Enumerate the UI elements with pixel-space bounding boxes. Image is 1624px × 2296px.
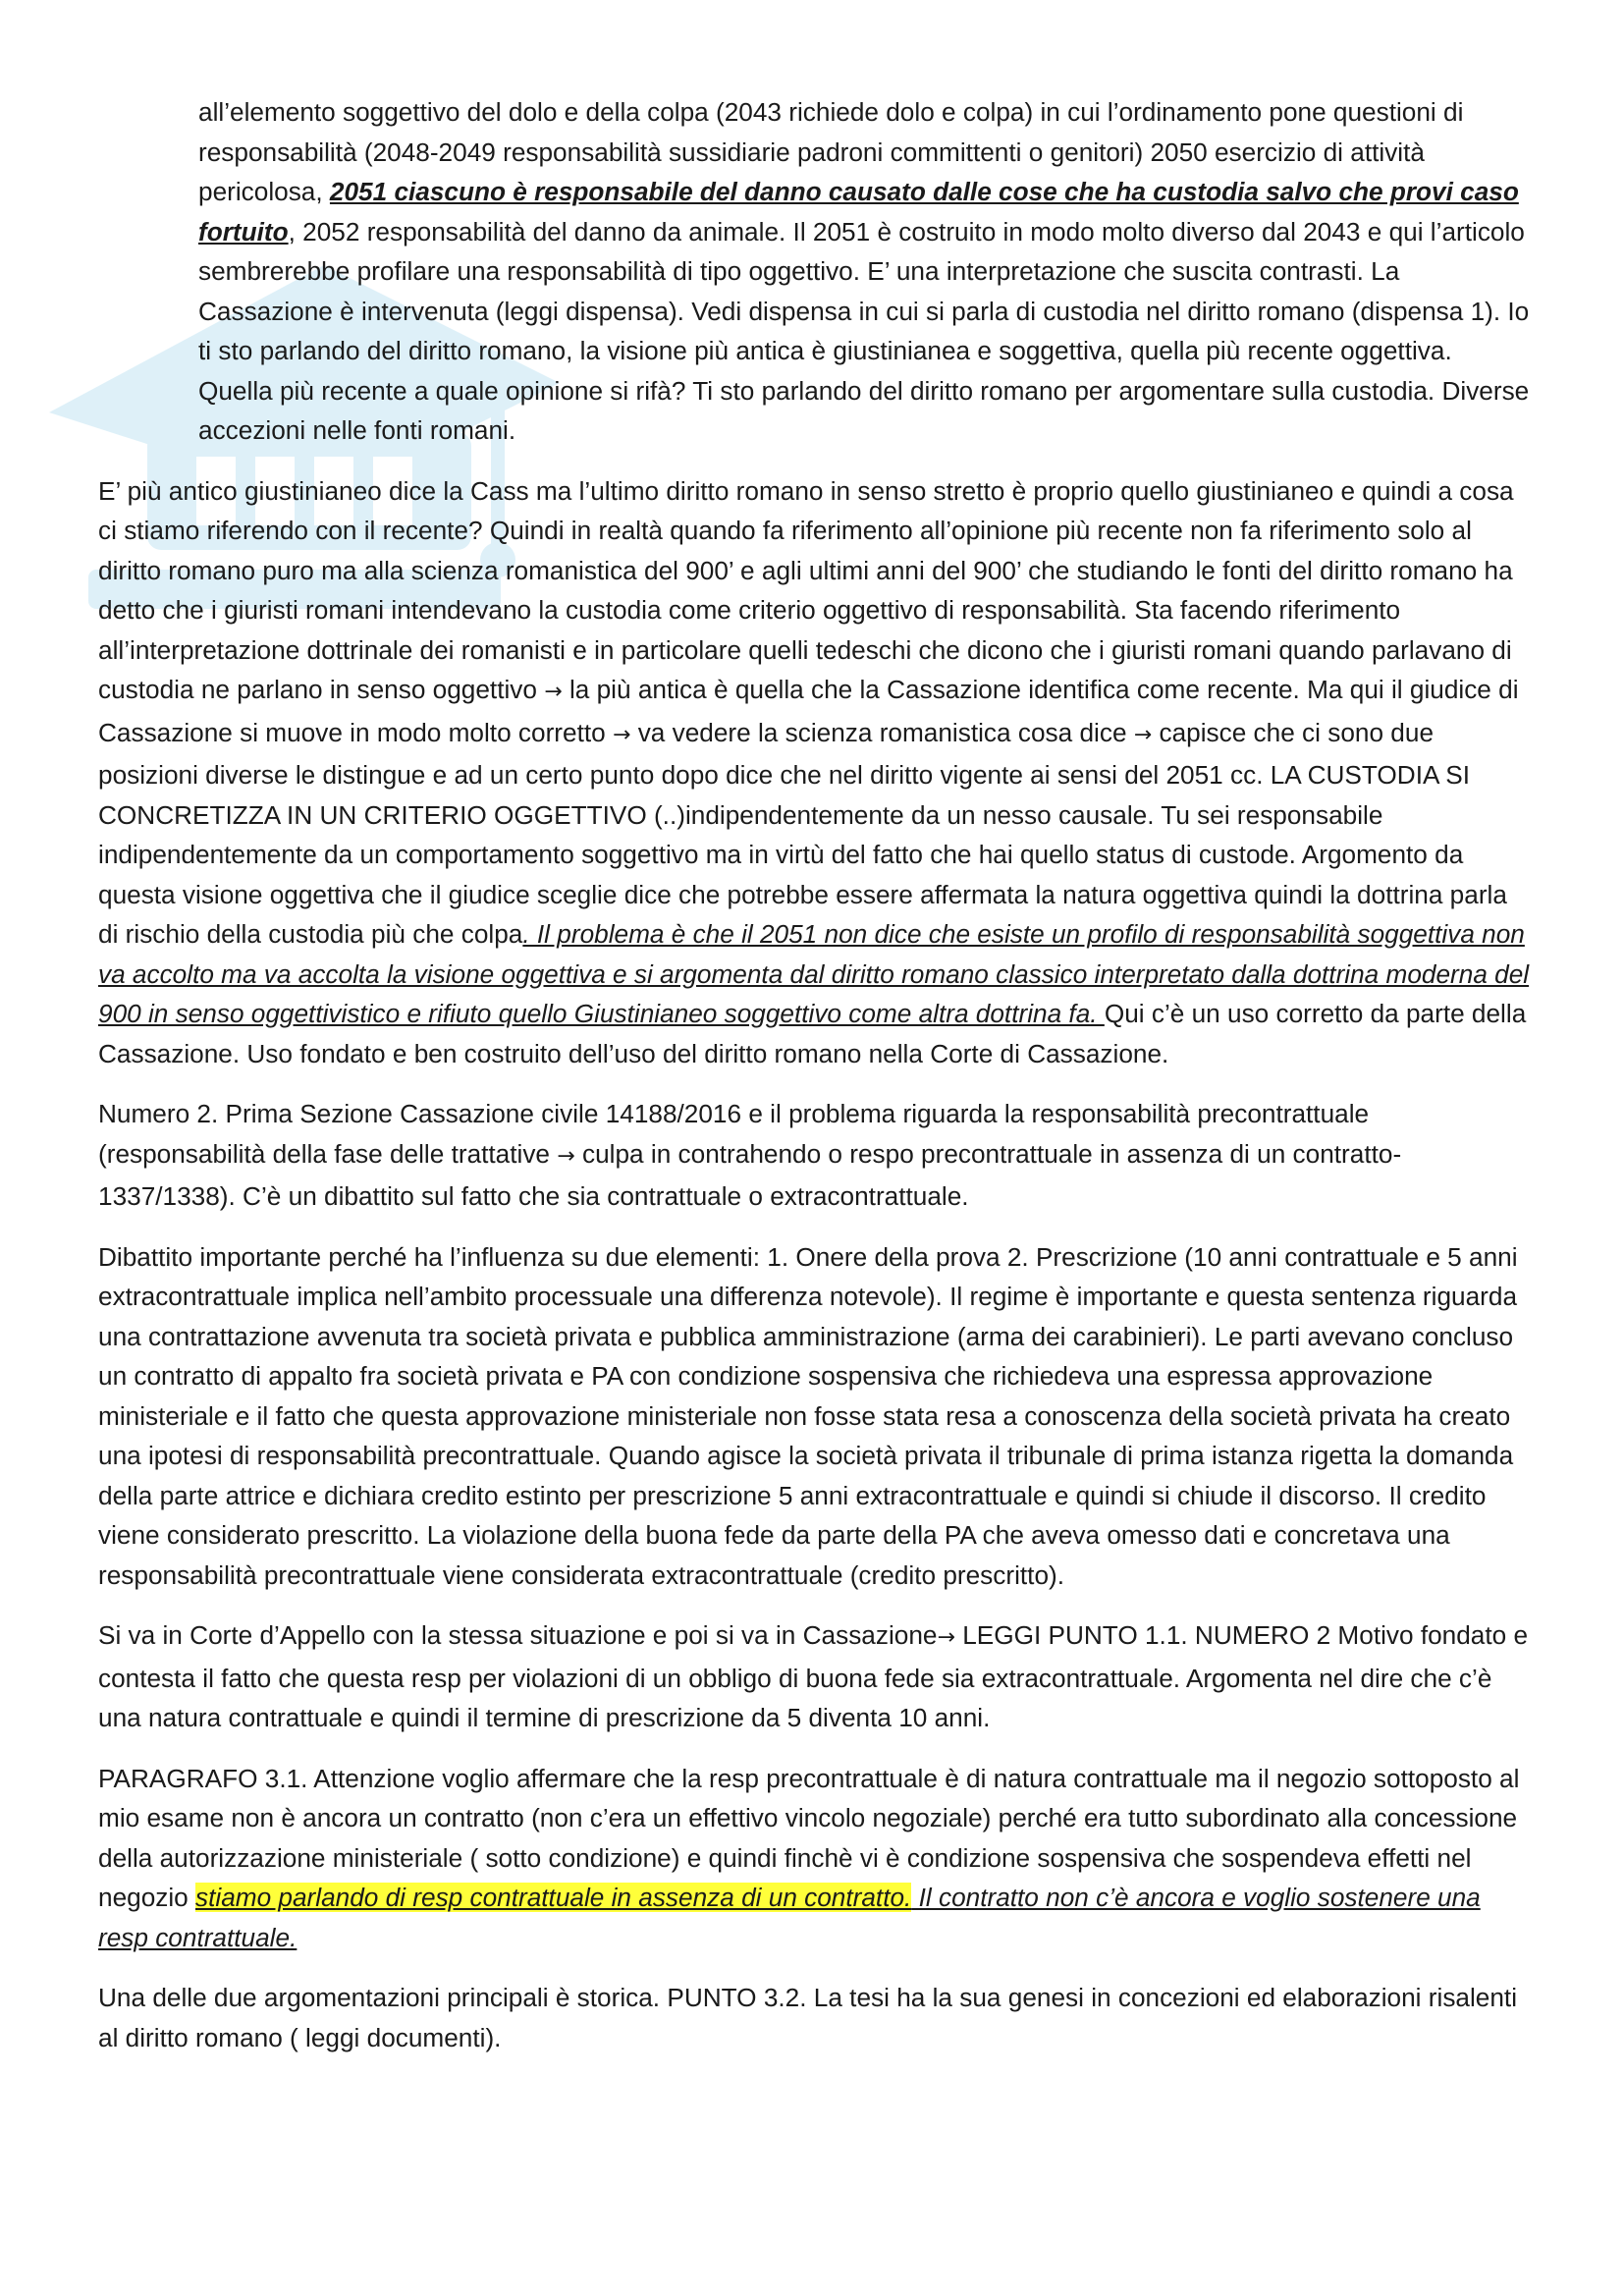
highlighted-text: stiamo parlando di resp contrattuale in assenza di un contratto. bbox=[195, 1883, 912, 1912]
paragraph-2-text-b: la più antica è quella che la Cassazione identifica come recente. Ma qui il giudice di Cassazione si muove in modo molto corretto bbox=[98, 675, 1519, 747]
paragraph-2-text-d: capisce che ci sono due posizioni diverse le distingue e ad un certo punto dopo dice che nel diritto vigente ai sensi del 2051 cc. LA CUSTODIA SI CONCRETIZZA IN UN CRITERIO OGGETTIVO (..)indipendentemente da un nesso causale. Tu sei responsabile indipendentemente da un comportamento soggettivo ma in virtù del fatto che hai quello status di custode. Argomento da questa visione oggettiva che il giudice sceglie dice che potrebbe essere affermata la natura oggettiva quindi la dottrina parla di rischio della custodia più che colpa bbox=[98, 717, 1507, 949]
paragraph-3-text-b: culpa in contrahendo o respo precontrattuale in assenza di un contratto-1337/1338). C’è un dibattito sul fatto che sia contrattuale o extracontrattuale. bbox=[98, 1138, 1402, 1211]
paragraph-3 bbox=[98, 1094, 1532, 1217]
document-body bbox=[98, 92, 1532, 2078]
paragraph-2-text-f: Qui c’è un uso corretto da parte della Cassazione. Uso fondato e ben costruito dell’uso del diritto romano nella Corte di Cassazione. bbox=[98, 999, 1527, 1068]
arrow-right-icon: → bbox=[612, 722, 631, 747]
paragraph-5 bbox=[98, 1615, 1532, 1738]
paragraph-2-text-c: va vedere la scienza romanistica cosa dice bbox=[630, 717, 1134, 747]
paragraph-2-text-a: E’ più antico giustinianeo dice la Cass ma l’ultimo diritto romano in senso stretto è proprio quello giustinianeo e quindi a cosa ci stiamo riferendo con il recente? Quindi in realtà quando fa riferimento all’opinione più recente non fa riferimento solo al diritto romano puro ma alla scienza romanistica del 900’ e agli ultimi anni del 900’ che studiando le fonti del diritto romano ha detto che i giuristi romani intendevano la custodia come criterio oggettivo di responsabilità. Sta facendo riferimento all’interpretazione dottrinale dei romanisti e in particolare quelli tedeschi che dicono che i giuristi romani quando parlavano di custodia ne parlano in senso oggettivo bbox=[98, 475, 1514, 704]
paragraph-4: Dibattito importante perché ha l’influenza su due elementi: 1. Onere della prova 2. Prescrizione (10 anni contrattuale e 5 anni extracontrattuale implica nell’ambito processuale una differenza notevole). Il regime è importante e questa sentenza riguarda una contrattazione avvenuta tra società privata e pubblica amministrazione (arma dei carabinieri). Le parti avevano concluso un contratto di appalto fra società privata e PA con condizione sospensiva che richiedeva una espressa approvazione ministeriale e il fatto che questa approvazione ministeriale non fosse stata resa a conoscenza della società privata ha creato una ipotesi di responsabilità precontrattuale. Quando agisce la società privata il tribunale di prima istanza rigetta la domanda della parte attrice e dichiara credito estinto per prescrizione 5 anni extracontrattuale e quindi si chiude il discorso. Il credito viene considerato prescritto. La violazione della buona fede da parte della PA che aveva omesso dati e concretava una responsabilità precontrattuale viene considerata extracontrattuale (credito prescritto). bbox=[98, 1241, 1518, 1590]
arrow-right-icon: → bbox=[937, 1625, 955, 1650]
paragraph-2 bbox=[98, 471, 1532, 1074]
paragraph-1-text-a: all’elemento soggettivo del dolo e della colpa (2043 richiede dolo e colpa) in cui l’ordinamento pone questioni di responsabilità (2048-2049 responsabilità sussidiarie padroni committenti o genitori) 2050 esercizio di attività pericolosa, bbox=[198, 97, 1464, 206]
paragraph-1-text-c: , 2052 responsabilità del danno da animale. Il 2051 è costruito in modo molto diverso dal 2043 e qui l’articolo sembrerebbe profilare una responsabilità di tipo oggettivo. E’ una interpretazione che suscita contrasti. La Cassazione è intervenuta (leggi dispensa). Vedi dispensa in cui si parla di custodia nel diritto romano (dispensa 1). Io ti sto parlando del diritto romano, la visione più antica è giustinianea e soggettiva, quella più recente oggettiva. Quella più recente a quale opinione si rifà? Ti sto parlando del diritto romano per argomentare sulla custodia. Diverse accezioni nelle fonti romani. bbox=[198, 216, 1530, 445]
paragraph-5-text-b: LEGGI PUNTO 1.1. NUMERO 2 Motivo fondato e contesta il fatto che questa resp per violazioni di un obbligo di buona fede sia extracontrattuale. Argomenta nel dire che c’è una natura contrattuale e quindi il termine di prescrizione da 5 diventa 10 anni. bbox=[98, 1620, 1529, 1732]
paragraph-6 bbox=[98, 1759, 1532, 1958]
arrow-right-icon: → bbox=[544, 680, 563, 704]
article-2051-emphasis: 2051 ciascuno è responsabile del danno causato dalle cose che ha custodia salvo che provi caso fortuito bbox=[198, 177, 1519, 246]
paragraph-5-text-a: Si va in Corte d’Appello con la stessa situazione e poi si va in Cassazione bbox=[98, 1620, 938, 1650]
paragraph-3-text-a: Numero 2. Prima Sezione Cassazione civile 14188/2016 e il problema riguarda la responsabilità precontrattuale (responsabilità della fase delle trattative bbox=[98, 1099, 1370, 1169]
paragraph-6-text-a: PARAGRAFO 3.1. Attenzione voglio affermare che la resp precontrattuale è di natura contrattuale ma il negozio sottoposto al mio esame non è ancora un contratto (non c’era un effettivo vincolo negoziale) perché era tutto subordinato alla concessione della autorizzazione ministeriale ( sotto condizione) e quindi finchè vi è condizione sospensiva che sospendeva effetti nel negozio bbox=[98, 1763, 1520, 1912]
paragraph-7: Una delle due argomentazioni principali è storica. PUNTO 3.2. La tesi ha la sua genesi in concezioni ed elaborazioni risalenti al diritto romano ( leggi documenti). bbox=[98, 1983, 1518, 2052]
paragraph-2-emphasis: . Il problema è che il 2051 non dice che esiste un profilo di responsabilità soggettiva non va accolto ma va accolta la visione oggettiva e si argomenta dal diritto romano classico interpretato dalla dottrina moderna del 900 in senso oggettivistico e rifiuto quello Giustinianeo soggettivo come altra dottrina fa. bbox=[98, 919, 1530, 1028]
paragraph-1 bbox=[198, 92, 1532, 451]
paragraph-6-emphasis: Il contratto non c’è ancora e voglio sostenere una resp contrattuale. bbox=[98, 1883, 1481, 1952]
arrow-right-icon: → bbox=[1133, 722, 1153, 747]
arrow-right-icon: → bbox=[557, 1143, 575, 1169]
